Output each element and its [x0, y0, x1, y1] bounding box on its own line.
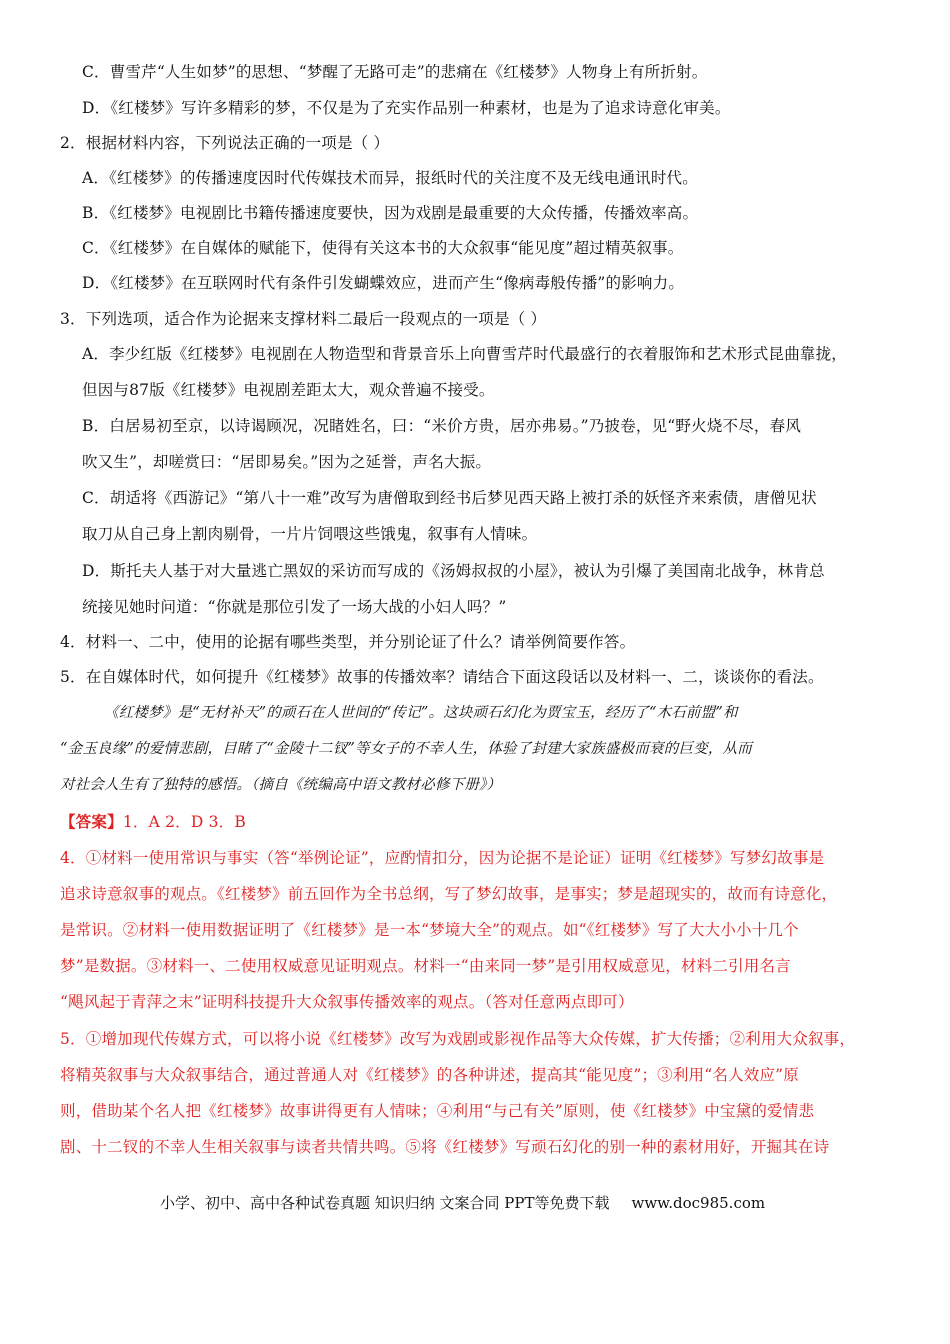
- q2-option-b: B．《红楼梦》电视剧比书籍传播速度要快，因为戏剧是最重要的大众传播，传播效率高。: [82, 204, 699, 222]
- q3-option-d-line1: D．斯托夫人基于对大量逃亡黑奴的采访而写成的《汤姆叔叔的小屋》，被认为引爆了美国南北战争，林肯总: [82, 562, 825, 580]
- q4-stem: 4．材料一、二中，使用的论据有哪些类型，并分别论证了什么？请举例简要作答。: [60, 633, 636, 651]
- answer-5-line1: 5．①增加现代传媒方式，可以将小说《红楼梦》改写为戏剧或影视作品等大众传媒，扩大传播；②利用大众叙事，: [60, 1030, 856, 1048]
- answer-choices: 1．A 2．D 3．B: [122, 813, 246, 831]
- q3-stem: 3．下列选项，适合作为论据来支撑材料二最后一段观点的一项是（ ）: [60, 310, 547, 328]
- q1-option-d: D．《红楼梦》写许多精彩的梦，不仅是为了充实作品别一种素材，也是为了追求诗意化审美。: [82, 99, 731, 117]
- answer-5-line4: 剧、十二钗的不幸人生相关叙事与读者共情共鸣。⑤将《红楼梦》写顽石幻化的别一种的素材用好，开掘其在诗: [60, 1138, 830, 1156]
- q3-option-c-line2: 取刀从自己身上割肉剔骨，一片片饲喂这些饿鬼，叙事有人情味。: [82, 525, 538, 543]
- page-footer: [160, 1192, 765, 1213]
- q2-option-d: D．《红楼梦》在互联网时代有条件引发蝴蝶效应，进而产生“像病毒般传播”的影响力。: [82, 274, 685, 292]
- answer-5-line3: 则，借助某个名人把《红楼梦》故事讲得更有人情味；④利用“与己有关”原则，使《红楼梦》中宝黛的爱情悲: [60, 1102, 815, 1120]
- answer-4-line1: 4．①材料一使用常识与事实（答“举例论证”，应酌情扣分，因为论据不是论证）证明《红楼梦》写梦幻故事是: [60, 849, 825, 867]
- answer-4-line4: 梦”是数据。③材料一、二使用权威意见证明观点。材料一“由来同一梦”是引用权威意见，材料二引用名言: [60, 957, 791, 975]
- q3-option-b-line1: B．白居易初至京，以诗谒顾况，况睹姓名，曰：“米价方贵，居亦弗易。”乃披卷，见“野火烧不尽，春风: [82, 417, 802, 435]
- answer-4-line5: “飓风起于青萍之末”证明科技提升大众叙事传播效率的观点。（答对任意两点即可）: [60, 993, 634, 1011]
- quote-line-2: “金玉良缘”的爱情悲剧，目睹了“金陵十二钗”等女子的不幸人生，体验了封建大家族盛极而衰的巨变，从而: [60, 741, 752, 757]
- quote-line-3: 对社会人生有了独特的感悟。（摘自《统编高中语文教材必修下册》）: [60, 777, 502, 793]
- quote-line-1: 《红楼梦》是“无材补天”的顽石在人世间的“传记”。这块顽石幻化为贾宝玉，经历了“木石前盟”和: [104, 705, 738, 721]
- footer-text: 小学、初中、高中各种试卷真题 知识归纳 文案合同 PPT等免费下载: [160, 1194, 610, 1212]
- q2-stem: 2．根据材料内容，下列说法正确的一项是（ ）: [60, 134, 390, 152]
- q3-option-d-line2: 统接见她时问道：“你就是那位引发了一场大战的小妇人吗？”: [82, 598, 507, 616]
- q2-option-a: A．《红楼梦》的传播速度因时代传媒技术而异，报纸时代的关注度不及无线电通讯时代。: [82, 169, 698, 187]
- footer-site-link[interactable]: www.doc985.com: [631, 1194, 766, 1212]
- answer-row: [60, 812, 246, 832]
- answer-4-line2: 追求诗意叙事的观点。《红楼梦》前五回作为全书总纲，写了梦幻故事，是事实；梦是超现实的，故而有诗意化，: [60, 885, 838, 903]
- q1-option-c: C．曹雪芹“人生如梦”的思想、“梦醒了无路可走”的悲痛在《红楼梦》人物身上有所折射。: [82, 63, 708, 81]
- q3-option-b-line2: 吹又生”，却嗟赏曰：“居即易矣。”因为之延誉，声名大振。: [82, 453, 492, 471]
- answer-4-line3: 是常识。②材料一使用数据证明了《红楼梦》是一本“梦境大全”的观点。如“《红楼梦》写了大大小小十几个: [60, 921, 799, 939]
- answer-label: 【答案】: [60, 812, 123, 831]
- answer-5-line2: 将精英叙事与大众叙事结合，通过普通人对《红楼梦》的各种讲述，提高其“能见度”；③利用“名人效应”原: [60, 1066, 799, 1084]
- q2-option-c: C．《红楼梦》在自媒体的赋能下，使得有关这本书的大众叙事“能见度”超过精英叙事。: [82, 239, 684, 257]
- q3-option-a-line1: A．李少红版《红楼梦》电视剧在人物造型和背景音乐上向曹雪芹时代最盛行的衣着服饰和艺术形式昆曲靠拢，: [82, 345, 847, 363]
- q3-option-a-line2: 但因与87版《红楼梦》电视剧差距太大，观众普遍不接受。: [82, 381, 495, 399]
- q5-stem: 5．在自媒体时代，如何提升《红楼梦》故事的传播效率？请结合下面这段话以及材料一、二，谈谈你的看法。: [60, 668, 824, 686]
- q3-option-c-line1: C．胡适将《西游记》“第八十一难”改写为唐僧取到经书后梦见西天路上被打杀的妖怪齐来索债，唐僧见状: [82, 489, 817, 507]
